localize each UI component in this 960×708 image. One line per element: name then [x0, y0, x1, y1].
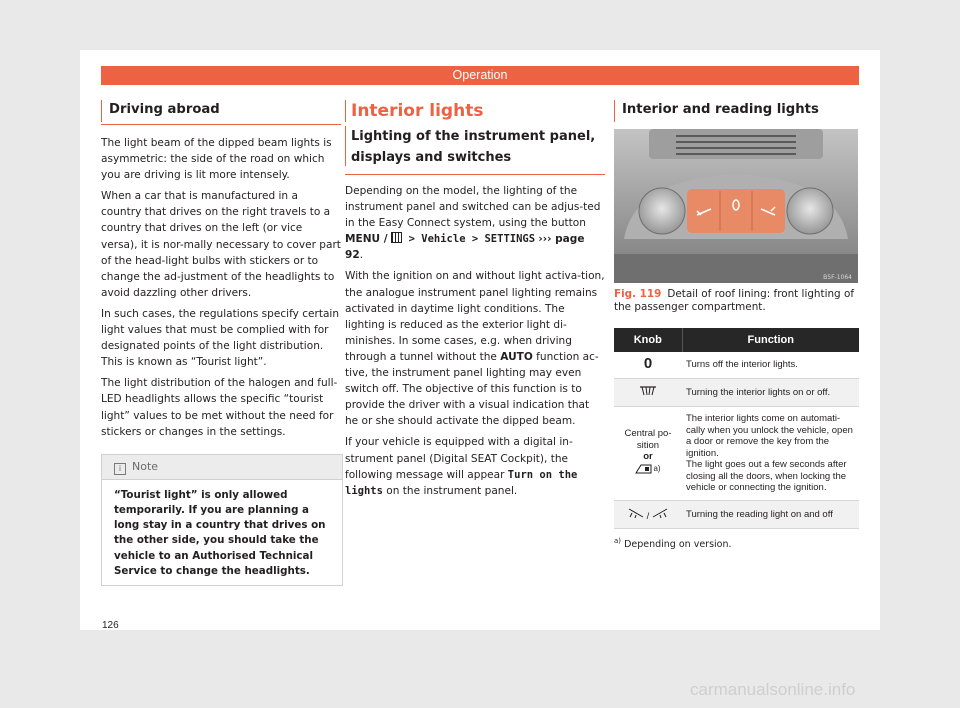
paragraph: If your vehicle is equipped with a digital in-strument panel (Digital SEAT Cockpit), the following message will appear Turn on the lights on the instrument panel. [345, 436, 578, 497]
section-header: Operation [101, 66, 859, 85]
figure-caption [614, 288, 860, 314]
door-contact-icon [635, 463, 653, 475]
roof-lining-photo [614, 129, 858, 283]
note-header [102, 455, 342, 480]
column-header-knob: Knob [614, 328, 682, 352]
roof-lining-illustration [614, 129, 858, 283]
note-label: Note [132, 459, 159, 473]
column-driving-abroad [101, 100, 341, 586]
menu-button-label: MENU / [345, 233, 392, 246]
note-box [101, 454, 343, 586]
figure-label: Fig. 119 [614, 288, 662, 300]
knob-central-position: Central po-sition or $^{a)}$ [614, 407, 682, 501]
column-interior-reading-lights [614, 100, 860, 550]
paragraph: With the ignition on and without light activa-tion, the analogue instrument panel lighting remains activated in daytime light conditions. The lighting is reduced as the exterior light di-minishes. In some cases, e.g. when driving through a tunnel without the AUTO function ac-tive, the instrument panel lighting may even switch off. The objective of this function is to provide the driver with a visual indication that he or she should activate the dipped beam. [345, 270, 605, 428]
paragraph: When a car that is manufactured in a country that drives on the right travels to a country that drives on the left (or vice versa), it is nor-mally necessary to cover part of the head-light bulbs with stickers or to change the ad-justment of the headlights to avoid dazzling other drivers. [101, 190, 341, 299]
title-interior-lights: Interior lights [345, 100, 605, 122]
heading-interior-reading-lights: Interior and reading lights [614, 100, 860, 117]
interior-light-icon [614, 378, 682, 407]
auto-button-label: AUTO [500, 350, 533, 363]
paragraph: Depending on the model, the lighting of the instrument panel and switched can be adjus-ted in the Easy Connect system, using the button MENU / > Vehicle > SETTINGS ››› page 92. [345, 185, 601, 262]
table-footnote: $^{a)}$ Depending on version. [614, 537, 732, 551]
heading-driving-abroad: Driving abroad [101, 100, 341, 125]
menu-path: > Vehicle > SETTINGS [402, 233, 536, 246]
function-cell: Turning the reading light on and off [682, 500, 859, 529]
column-interior-lights [345, 100, 605, 504]
paragraph: The light distribution of the halogen and full-LED headlights allows the specific “tourist light” values to be met without the need for stickers or changes in the settings. [101, 377, 338, 438]
table-row [614, 352, 859, 378]
note-text: “Tourist light” is only allowed temporarily. If you are planning a long stay in a country that drives on the other side, you should take the vehicle to an Authorised Technical Service to change the headlights. [114, 488, 326, 577]
column-header-function: Function [682, 328, 859, 352]
table-row [614, 500, 859, 529]
reading-light-right-icon [652, 507, 668, 519]
knob-off-symbol: 0 [614, 352, 682, 378]
reading-light-left-icon [628, 507, 644, 519]
table-header-row [614, 328, 859, 352]
photo-code: B5F-1064 [823, 274, 852, 281]
page-reference-link[interactable]: ››› page 92 [345, 233, 585, 262]
table-row [614, 378, 859, 407]
apps-grid-icon [391, 232, 402, 243]
function-cell: Turns off the interior lights. [682, 352, 859, 378]
function-cell: The interior lights come on automati-cally when you unlock the vehicle, open a door or remove the key from the ignition. The light goes out a few seconds after closing all the doors, when locking the vehicle or connecting the ignition. [682, 407, 859, 501]
reading-light-icons: / [614, 500, 682, 529]
knob-function-table [614, 328, 859, 529]
subtitle-lighting: Lighting of the instrument panel, displays and switches [345, 126, 605, 175]
page-number: 126 [102, 620, 119, 631]
info-icon: i [114, 463, 126, 475]
figure-text: Detail of roof lining: front lighting of the passenger compartment. [614, 288, 854, 313]
function-cell: Turning the interior lights on or off. [682, 378, 859, 407]
paragraph: In such cases, the regulations specify certain light values that must be complied with for designated points of the light distribution. This is known as “Tourist light”. [101, 307, 340, 369]
display-message: Turn on the lights [345, 468, 578, 497]
watermark: carmanualsonline.info [690, 680, 856, 699]
table-row [614, 407, 859, 501]
paragraph: The light beam of the dipped beam lights is asymmetric: the side of the road on which you are driving is lit more intensely. [101, 137, 332, 182]
